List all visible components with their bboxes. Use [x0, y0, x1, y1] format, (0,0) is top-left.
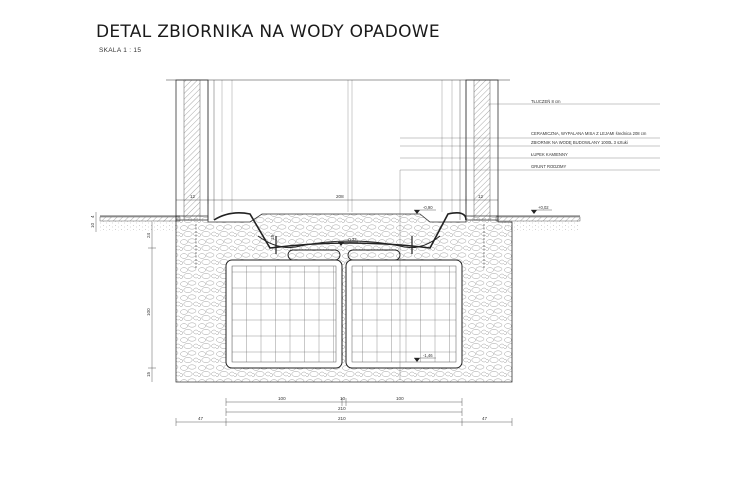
- level-marker-rim: [414, 205, 436, 214]
- dim-vert-pave: 10: [90, 222, 95, 228]
- dim-total: 210: [338, 416, 346, 421]
- tank-left: [226, 260, 342, 368]
- scale-label: SKALA 1 : 15: [99, 47, 142, 54]
- dimension-bottom: [176, 396, 512, 426]
- tank-right: [346, 260, 462, 368]
- dim-wall-left: 12: [190, 194, 196, 199]
- label-tank: ZBIORNIK NA WODĘ BUDOWLANY 1000L 3 sztuki: [531, 140, 628, 145]
- level-ground-text: +0,02: [538, 205, 549, 210]
- label-bowl: CERAMICZNA, WYPALANA MISA Z LEJAMI średnica 208 cm: [531, 131, 647, 136]
- dim-total-tanks: 210: [338, 406, 346, 411]
- right-wall: [442, 80, 498, 220]
- level-tank-text: -1,46: [423, 353, 433, 358]
- label-stone: ŁUPEK KAMIENNY: [531, 152, 568, 157]
- dim-tank-b: 100: [396, 396, 404, 401]
- dim-vert-top: 24: [146, 232, 151, 238]
- level-marker-ground: [531, 205, 552, 214]
- page-title: DETAL ZBIORNIKA NA WODY OPADOWE: [96, 22, 440, 42]
- dim-opening: 208: [336, 194, 344, 199]
- dim-side-right: 47: [482, 416, 488, 421]
- label-soil: GRUNT RODZIMY: [531, 164, 567, 169]
- dim-gap: 10: [340, 396, 346, 401]
- ground-left: [100, 216, 180, 231]
- dim-vert-pave2: 4: [90, 215, 95, 218]
- dim-side-left: 47: [198, 416, 204, 421]
- dim-wall-right: 12: [478, 194, 484, 199]
- left-wall: [176, 80, 232, 220]
- level-rim-text: -0,90: [423, 205, 433, 210]
- label-gravel: TŁUCZEŃ 8 cm: [531, 99, 561, 104]
- dim-vert-tank: 100: [146, 308, 151, 316]
- dim-vert-bowl: 18: [270, 234, 275, 240]
- level-bowl-text: -0,32: [347, 237, 357, 242]
- dim-vert-bottom: 15: [146, 371, 151, 377]
- dim-tank-a: 100: [278, 396, 286, 401]
- dimension-top: [176, 194, 498, 204]
